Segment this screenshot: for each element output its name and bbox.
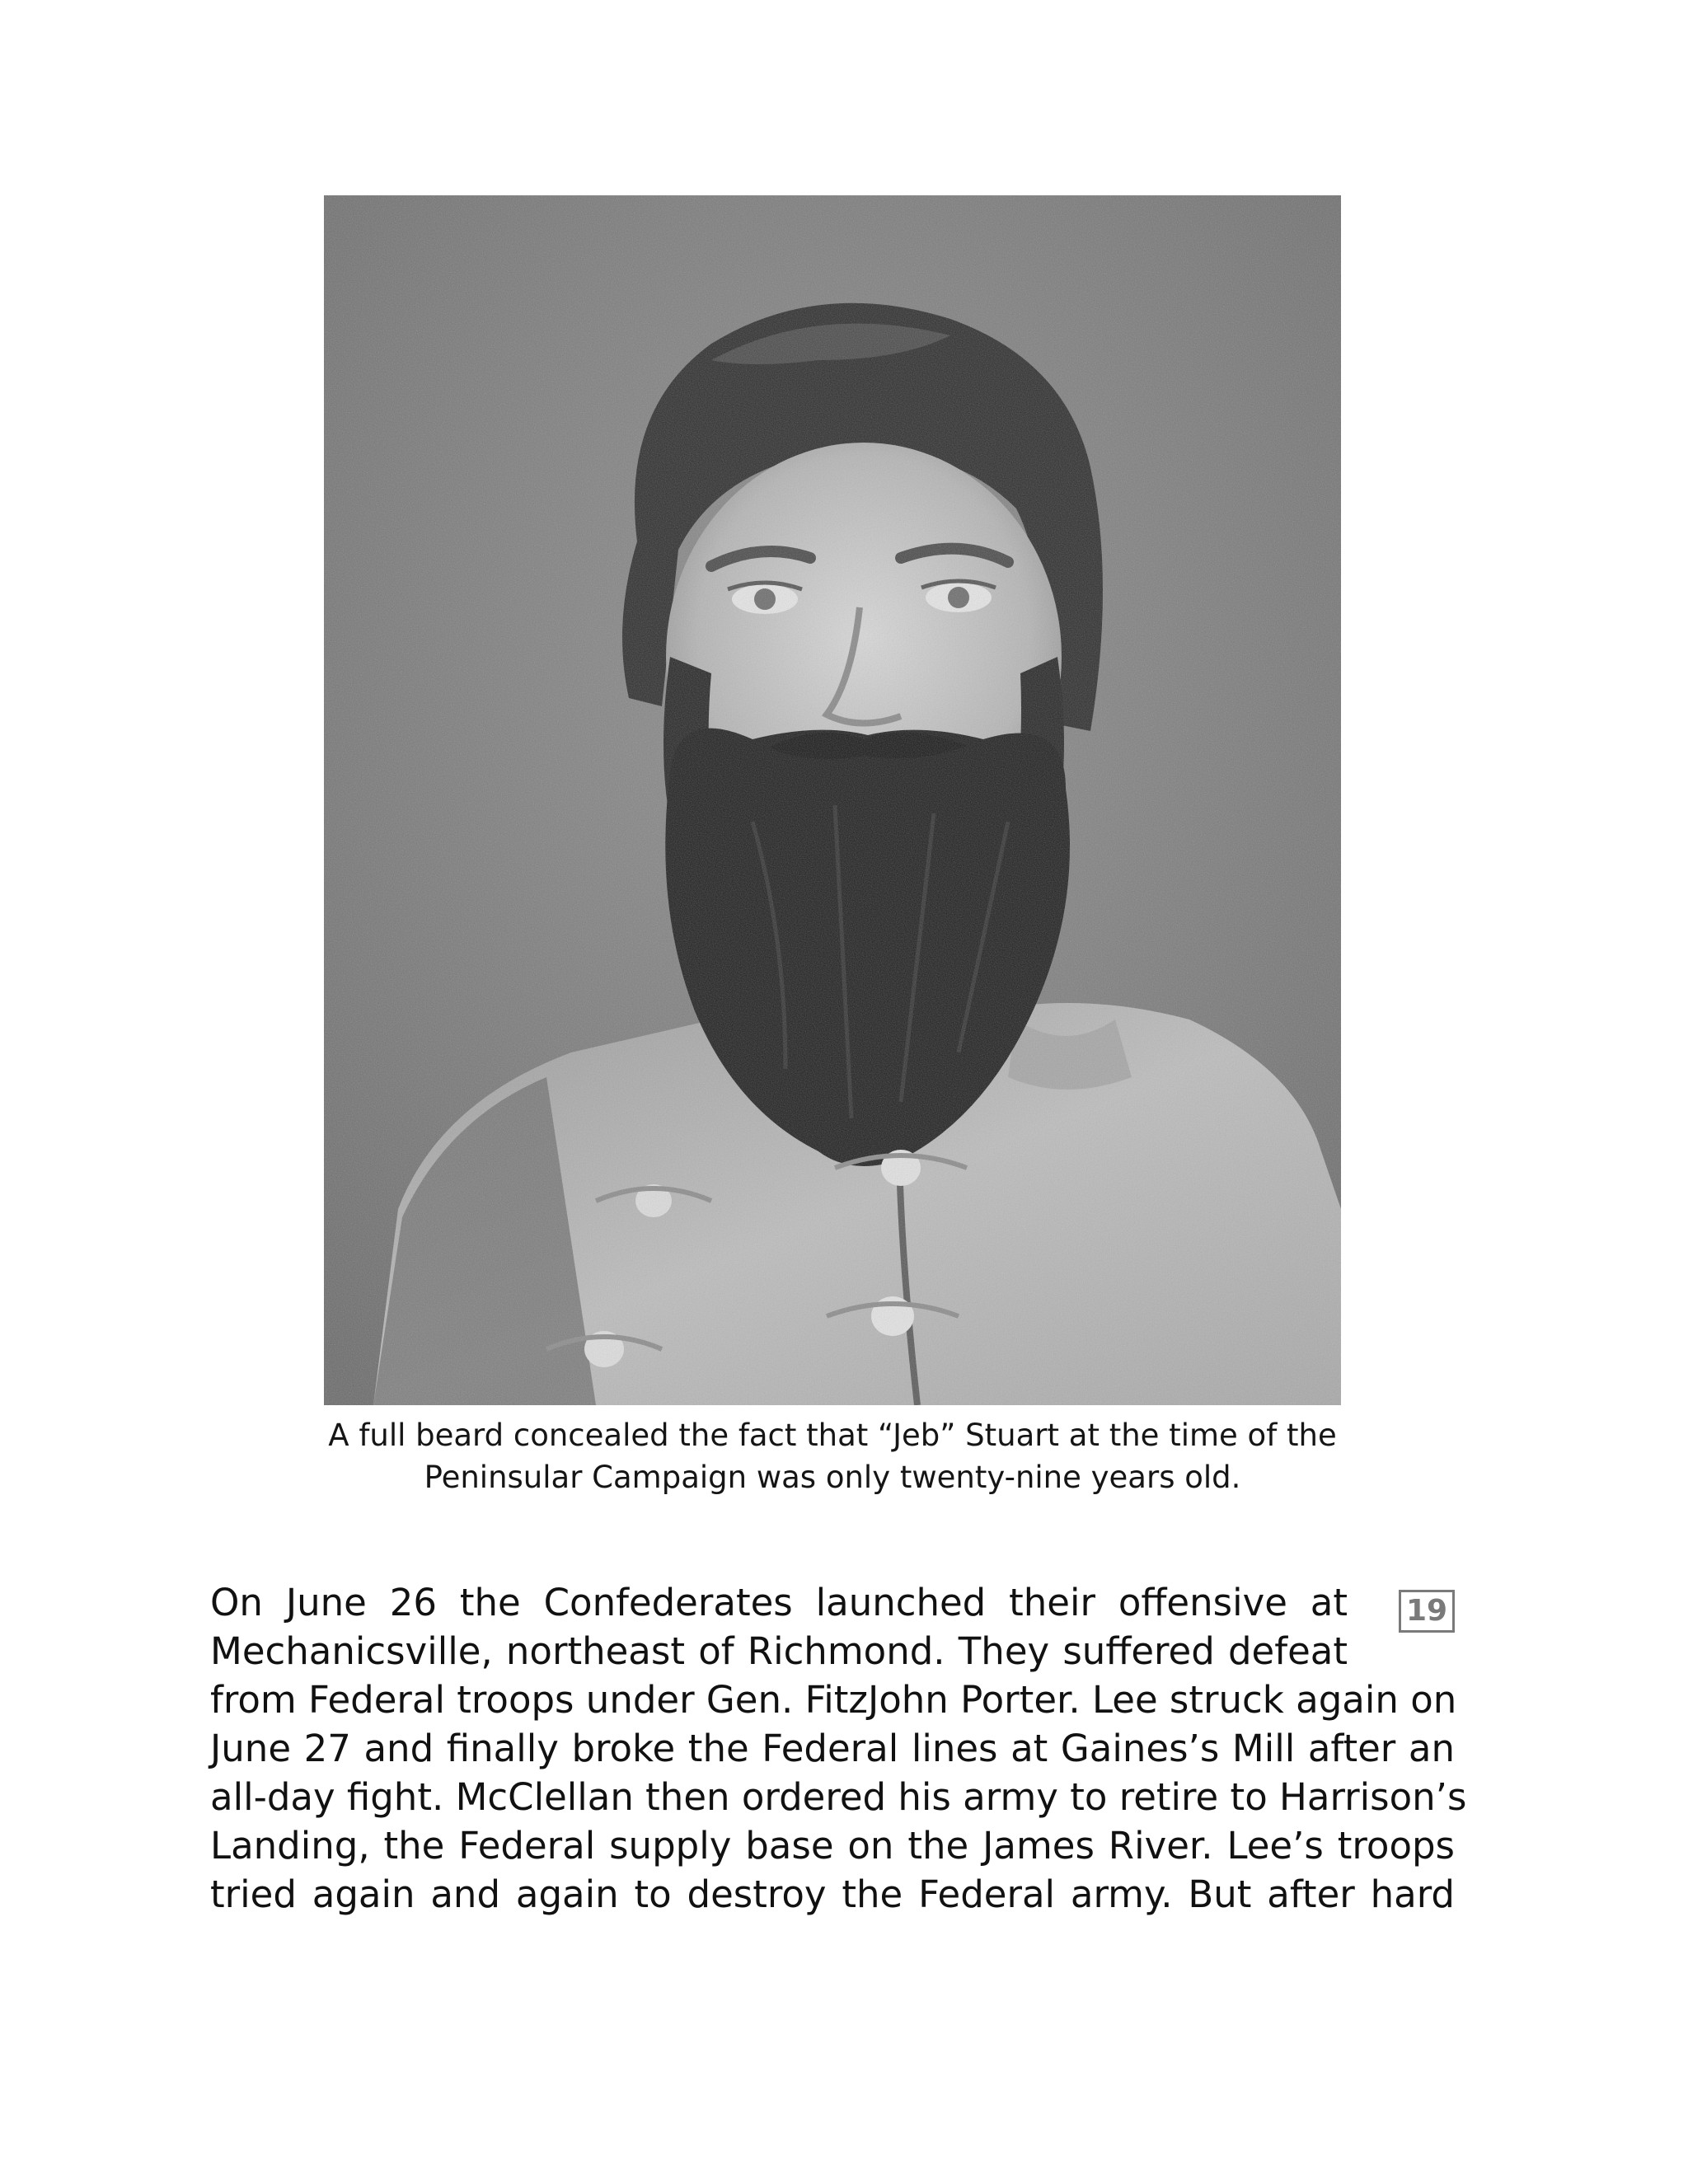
- caption-line: Peninsular Campaign was only twenty-nine years old.: [424, 1460, 1241, 1495]
- body-line: tried again and again to destroy the Federal army. But after hard: [210, 1872, 1455, 1916]
- body-line: all-day fight. McClellan then ordered his army to retire to Harrison’s: [210, 1775, 1467, 1819]
- body-line: from Federal troops under Gen. FitzJohn Porter. Lee struck again on: [210, 1678, 1457, 1722]
- body-line: June 27 and finally broke the Federal lines at Gaines’s Mill after an: [210, 1727, 1455, 1770]
- portrait-photo: [324, 195, 1341, 1405]
- portrait-illustration: [324, 195, 1341, 1405]
- page-number-badge: 19: [1399, 1590, 1455, 1633]
- body-paragraph: [210, 1578, 1467, 1919]
- photo-caption: [247, 1414, 1418, 1498]
- body-line: On June 26 the Confederates launched their offensive at: [210, 1581, 1348, 1624]
- body-line: Mechanicsville, northeast of Richmond. They suffered defeat: [210, 1629, 1348, 1673]
- body-line: Landing, the Federal supply base on the James River. Lee’s troops: [210, 1824, 1455, 1868]
- caption-line: A full beard concealed the fact that “Jeb” Stuart at the time of the: [328, 1418, 1337, 1453]
